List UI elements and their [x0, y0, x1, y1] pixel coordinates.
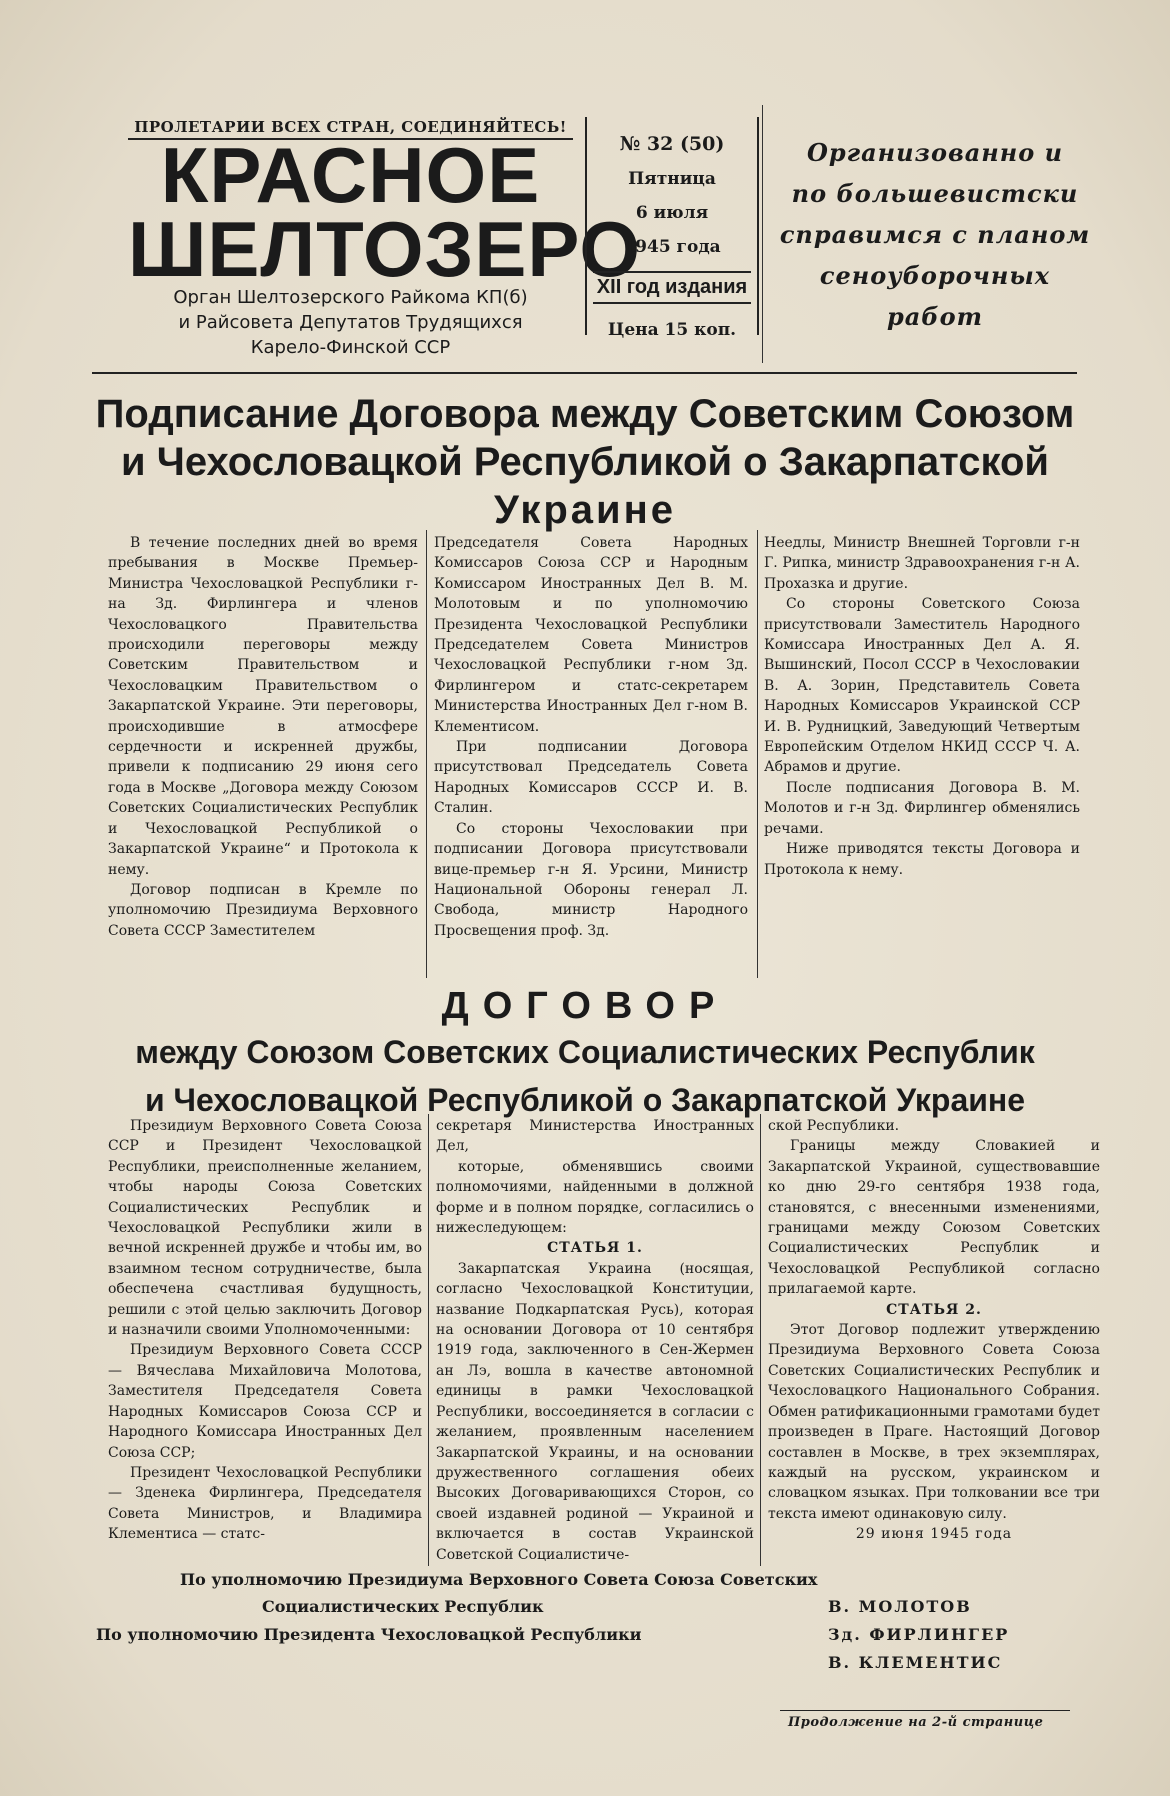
- signatory-molotov: В. МОЛОТОВ: [828, 1597, 972, 1616]
- organ-line: Орган Шелтозерского Райкома КП(б): [173, 287, 528, 308]
- paragraph: Со стороны Советского Союза присутствовали Заместитель Народного Комиссара Иностранных Дел А. Я. Вышинский, Посол СССР в Чехословакии В. А. Зорин, Представитель Совета Народных Комиссаров Украинской ССР И. В. Рудницкий, Заведующий Четвертым Европейским Отделом НКИД СССР Ч. А. Абрамов и другие.: [764, 596, 1080, 776]
- headline-line: и Чехословацкой Республикой о Закарпатской: [121, 440, 1049, 484]
- treaty-body: [108, 1116, 1100, 1566]
- article-heading: СТАТЬЯ 2.: [886, 1301, 982, 1318]
- issue-date: 6 июля: [635, 203, 709, 223]
- lead-article-body: [108, 533, 1080, 978]
- lead-col-1: [108, 533, 418, 978]
- signature-line: Социалистических Республик: [262, 1597, 544, 1616]
- issue-year: 1945 года: [623, 237, 721, 257]
- column-divider: [428, 1114, 429, 1566]
- paragraph: Президент Чехословацкой Республики — Зденека Фирлингера, Председателя Совета Министров, и Владимира Клементиса — статс-: [108, 1464, 422, 1543]
- masthead: [128, 131, 642, 294]
- edition-year: XII год издания: [593, 271, 751, 304]
- masthead-title-line1: КРАСНОЕ: [160, 131, 541, 219]
- lead-col-3: [764, 533, 1080, 978]
- lead-col-2: [434, 533, 748, 978]
- organ-line: Карело-Финской ССР: [250, 337, 451, 358]
- headline-line: Украине: [493, 488, 677, 532]
- paragraph: Президиум Верховного Совета Союза ССР и Президент Чехословацкой Республики, преисполненные желанием, чтобы народы Союза Советских Социалистических Республик и Чехословацкой Республики жили в вечной искренней дружбе и чтобы им, во взаимном тесном сотрудничестве, была обеспечена счастливая будущность, решили с этой целью заключить Договор и назначили своими Уполномоченными:: [108, 1118, 422, 1339]
- slogan-line: справимся с планом: [779, 220, 1091, 249]
- column-divider: [760, 1114, 761, 1566]
- paragraph: Договор подписан в Кремле по уполномочию Президиума Верховного Совета СССР Заместителем: [108, 881, 418, 939]
- issue-number: № 32 (50): [619, 133, 725, 155]
- footer-rule: [780, 1710, 1070, 1711]
- paragraph: При подписании Договора присутствовал Председатель Совета Народных Комиссаров СССР И. В. Сталин.: [434, 739, 748, 817]
- paragraph: Неедлы, Министр Внешней Торговли г-н Г. Рипка, министр Здравоохранения г-н А. Прохазка и другие.: [764, 535, 1080, 592]
- paragraph: которые, обменявшись своими полномочиями, найденными в должной форме и в полном порядке, согласились о нижеследующем:: [436, 1158, 754, 1237]
- column-divider: [426, 530, 427, 978]
- treaty-col-3: [768, 1116, 1100, 1566]
- signature-line: По уполномочию Президента Чехословацкой Республики: [96, 1625, 642, 1644]
- treaty-title: ДОГОВОР: [441, 985, 729, 1027]
- slogan-line: по большевистски: [791, 179, 1079, 208]
- header-rule: [92, 372, 1077, 374]
- treaty-date: 29 июня 1945 года: [855, 1526, 1013, 1543]
- signatory-firlinger: Зд. ФИРЛИНГЕР: [828, 1625, 1010, 1644]
- subtitle-line: и Чехословацкой Республикой о Закарпатской Украине: [144, 1082, 1026, 1118]
- paragraph: Председателя Совета Народных Комиссаров Союза ССР и Народным Комиссаром Иностранных Дел В. М. Молотовым и по уполномочию Президента Чехословацкой Республики Председателем Совета Министров Чехословацкой Республики г-ном Зд. Фирлингером и статс-секретарем Министерства Иностранных Дел г-ном В. Клементисом.: [434, 535, 748, 735]
- lead-headline: [80, 390, 1090, 534]
- signature-line: По уполномочию Президиума Верховного Совета Союза Советских: [180, 1570, 818, 1589]
- paragraph: Президиум Верховного Совета СССР — Вячеслава Михайловича Молотова, Заместителя Председателя Совета Народных Комиссаров Союза ССР и Народного Комиссара Иностранных Дел Союза ССР;: [108, 1342, 422, 1461]
- slogan-line: сеноуборочных: [819, 261, 1051, 290]
- organ-info: [128, 285, 573, 360]
- issue-price: Цена 15 коп.: [607, 320, 737, 340]
- headline-line: Подписание Договора между Советским Союзом: [95, 392, 1075, 436]
- article-heading: СТАТЬЯ 1.: [547, 1240, 643, 1257]
- column-divider: [762, 105, 763, 363]
- slogan-line: работ: [886, 302, 984, 331]
- treaty-subtitle: [80, 1028, 1090, 1124]
- signatory-clementis: В. КЛЕМЕНТИС: [828, 1653, 1003, 1672]
- treaty-col-1: [108, 1116, 422, 1566]
- slogan-line: Организованно и: [806, 138, 1064, 167]
- paragraph: Границы между Словакией и Закарпатской Украиной, существовавшие ко дню 29-го сентября 1938 года, становятся, с внесенными изменениями, границами между Союзом Советских Социалистических Республик и Чехословацкой Республикой согласно прилагаемой карте.: [768, 1138, 1100, 1298]
- masthead-title-line2: ШЕЛТОЗЕРО: [128, 205, 642, 294]
- slogan: [770, 132, 1100, 337]
- continued-note: Продолжение на 2-й странице: [788, 1715, 1044, 1730]
- issue-weekday: Пятница: [628, 169, 716, 189]
- motto: ПРОЛЕТАРИИ ВСЕХ СТРАН, СОЕДИНЯЙТЕСЬ!: [128, 118, 573, 140]
- treaty-col-2: [436, 1116, 754, 1566]
- paragraph: Закарпатская Украина (носящая, согласно Чехословацкой Конституции, название Подкарпатская Русь), которая на основании Договора от 10 сентября 1919 года, заключенного в Сен-Жермен ан Лэ, вошла в качестве автономной единицы в рамки Чехословацкой Республики, воссоединяется в согласии с желанием, проявленным населением Закарпатской Украины, и на основании дружественного соглашения обеих Высоких Договаривающихся Сторон, со своей издавней родиной — Украиной и включается в состав Украинской Советской Социалистиче-: [436, 1260, 754, 1563]
- issue-box: [585, 117, 759, 340]
- subtitle-line: между Союзом Советских Социалистических Республик: [135, 1034, 1035, 1070]
- paragraph: Ниже приводятся тексты Договора и Протокола к нему.: [764, 841, 1080, 878]
- paragraph: Со стороны Чехословакии при подписании Договора присутствовали вице-премьер г-н Я. Урсини, Министр Национальной Обороны генерал Л. Свобода, министр Народного Просвещения проф. Зд.: [434, 820, 748, 939]
- paragraph: В течение последних дней во время пребывания в Москве Премьер-Министра Чехословацкой Республики г-на Зд. Фирлингера и членов Чехословацкого Правительства происходили переговоры между Советским Правительством и Чехословацким Правительством о Закарпатской Украине. Эти переговоры, происходившие в атмосфере сердечности и искренней дружбы, привели к подписанию 29 июня сего года в Москве „Договора между Союзом Советских Социалистических Республик и Чехословацкой Республикой о Закарпатской Украине“ и Протокола к нему.: [108, 535, 418, 878]
- paragraph: После подписания Договора В. М. Молотов и г-н Зд. Фирлингер обменялись речами.: [764, 779, 1080, 837]
- column-divider: [757, 530, 758, 978]
- paragraph: Этот Договор подлежит утверждению Президиума Верховного Совета Союза Советских Социалистических Республик и Чехословацкого Национального Собрания. Обмен ратификационными грамотами будет произведен в Праге. Настоящий Договор составлен в Москве, в трех экземплярах, каждый на русском, украинском и словацком языках. При толковании все три текста имеют одинаковую силу.: [768, 1322, 1100, 1522]
- paragraph: секретаря Министерства Иностранных Дел,: [436, 1118, 754, 1155]
- paragraph: ской Республики.: [768, 1118, 900, 1134]
- organ-line: и Райсовета Депутатов Трудящихся: [178, 312, 523, 333]
